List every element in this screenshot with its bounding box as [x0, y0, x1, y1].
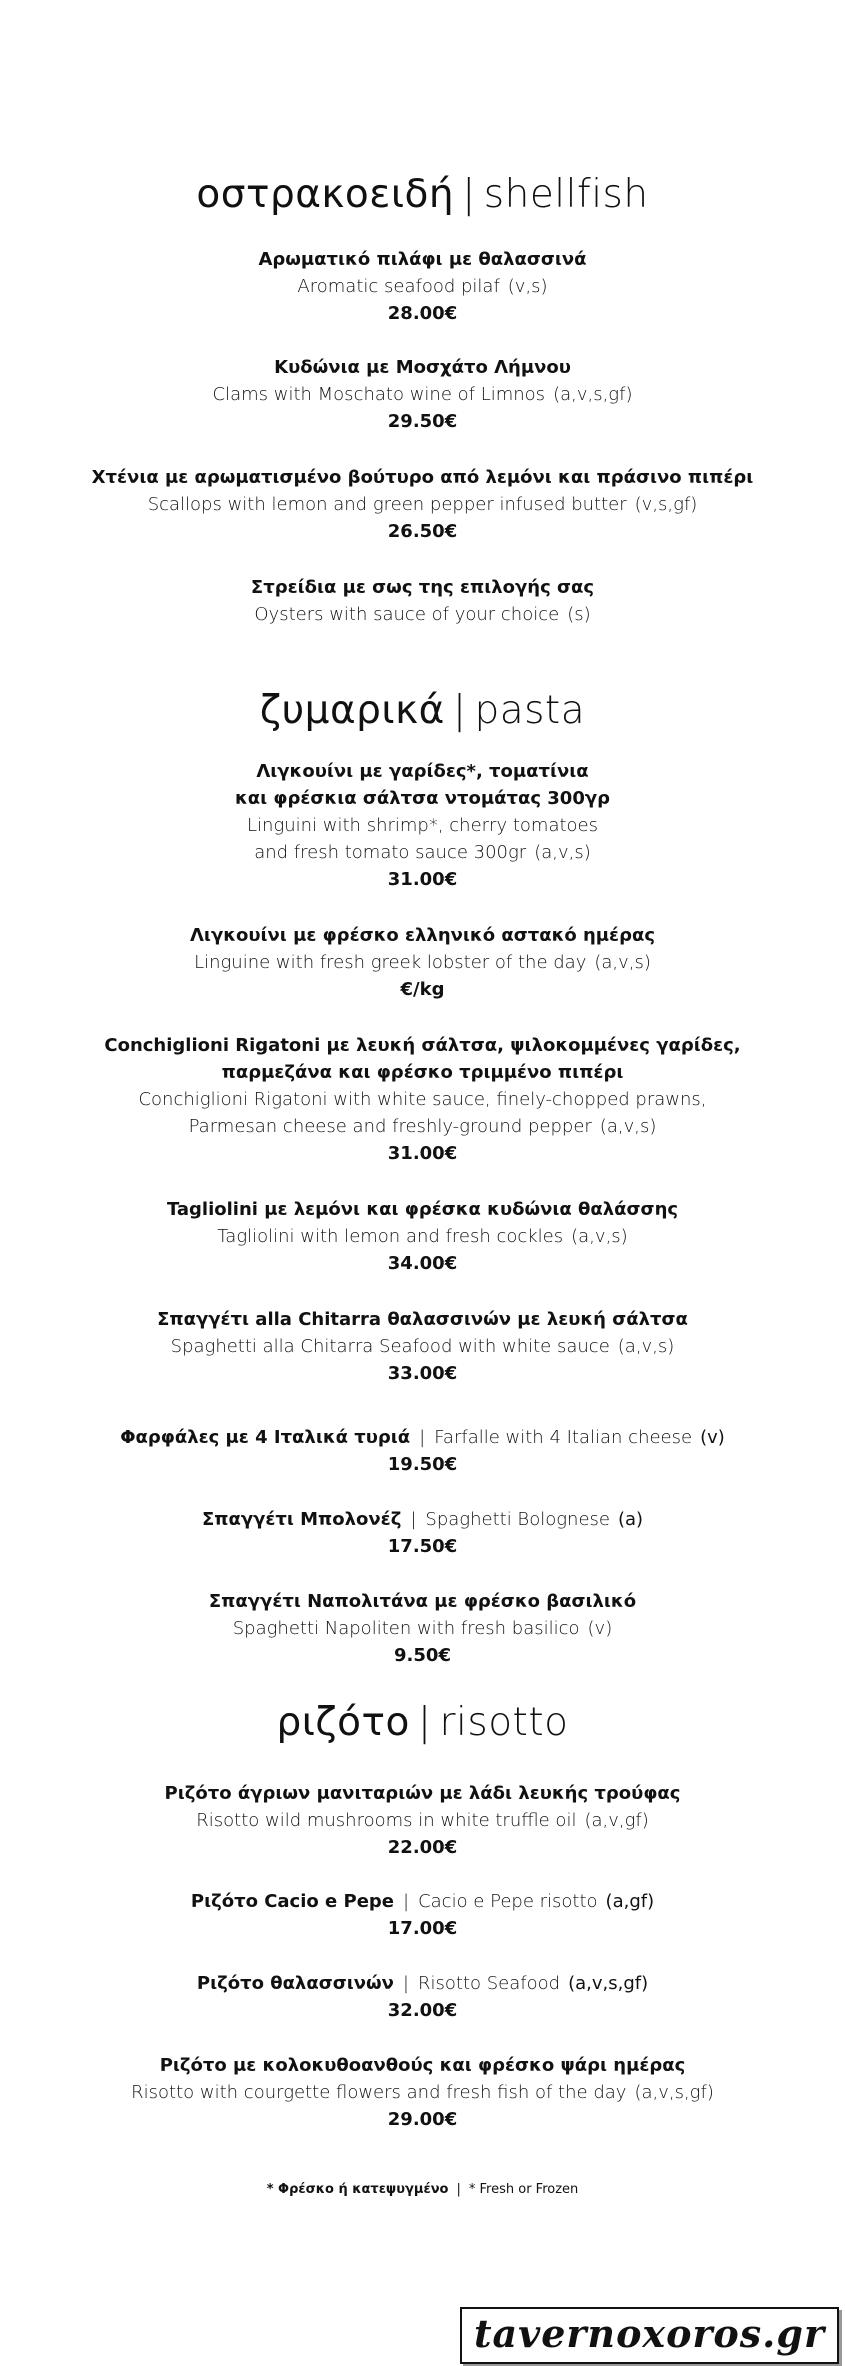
item-price: 29.50€ [387, 411, 458, 432]
item-name-greek: Χτένια με αρωματισμένο βούτυρο από λεμόνι και πράσινο πιπέρι [91, 467, 754, 488]
dietary-tags: (a,v,s) [571, 1226, 628, 1247]
item-name-english-text: Tagliolini with lemon and fresh cockles [217, 1226, 564, 1247]
item-name-greek: Αρωματικό πιλάφι με θαλασσινά [258, 249, 587, 270]
item-separator: | [402, 1973, 409, 1994]
dietary-tags: (a,v,s) [534, 842, 591, 863]
item-name-english [0, 1223, 845, 1250]
menu-item [0, 922, 845, 1003]
item-name-english-line-2 [0, 839, 845, 866]
item-name-english [0, 2079, 845, 2106]
item-name-english [0, 949, 845, 976]
item-name-line [0, 1970, 845, 1997]
item-name-english [0, 1807, 845, 1834]
item-name-english-text: Scallops with lemon and green pepper infused butter [147, 494, 627, 515]
menu-item [0, 1588, 845, 1669]
item-price: 22.00€ [387, 1837, 458, 1858]
item-price: 17.00€ [387, 1918, 458, 1939]
menu-item [0, 1888, 845, 1942]
item-price: 32.00€ [387, 2000, 458, 2021]
item-name-english [0, 273, 845, 300]
item-name-english: Farfalle with 4 Italian cheese [434, 1427, 693, 1448]
dietary-tags: (s) [567, 604, 591, 625]
section-title-greek: ριζότο [276, 1700, 410, 1745]
dietary-tags: (v) [587, 1618, 613, 1639]
item-name-greek-line-2: παρμεζάνα και φρέσκο τριμμένο πιπέρι [221, 1062, 624, 1083]
item-price: 26.50€ [387, 521, 458, 542]
section-title-separator: | [417, 1700, 432, 1745]
footnote-english: * Fresh or Frozen [468, 2182, 579, 2197]
menu-item [0, 1196, 845, 1277]
item-price: 28.00€ [387, 303, 458, 324]
section-title-separator: | [462, 172, 476, 217]
menu-item [0, 354, 845, 435]
item-name-line [0, 1888, 845, 1915]
dietary-tags: (a,v,s,gf) [568, 1973, 649, 1994]
item-name-english-text: and fresh tomato sauce 300gr [254, 842, 527, 863]
dietary-tags: (v,s,gf) [634, 494, 698, 515]
item-name-english-text: Spaghetti alla Chitarra Seafood with white sauce [170, 1336, 610, 1357]
item-price: 19.50€ [387, 1454, 458, 1475]
item-name-english-line-1: Conchiglioni Rigatoni with white sauce, finely-chopped prawns, [138, 1089, 707, 1110]
section-title-greek: ζυμαρικά [259, 688, 445, 733]
item-name-greek: Φαρφάλες με 4 Ιταλικά τυριά [120, 1427, 411, 1448]
menu-item [0, 1506, 845, 1560]
item-name-english [0, 381, 845, 408]
menu-item [0, 2052, 845, 2133]
item-name-english [0, 1615, 845, 1642]
item-name-english-text: Linguine with fresh greek lobster of the day [194, 952, 587, 973]
section-title-english: risotto [439, 1700, 569, 1745]
item-name-english [0, 1333, 845, 1360]
item-price: 33.00€ [387, 1363, 458, 1384]
item-name-english: Risotto Seafood [418, 1973, 561, 1994]
menu-item [0, 246, 845, 327]
item-name-greek: Κυδώνια με Μοσχάτο Λήμνου [274, 357, 571, 378]
item-price: €/kg [400, 979, 445, 1000]
item-name-greek: Ριζότο με κολοκυθοανθούς και φρέσκο ψάρι ημέρας [159, 2055, 686, 2076]
menu-item [0, 1970, 845, 2024]
section-title-risotto [0, 1700, 845, 1745]
item-name-english-text: Spaghetti Napoliten with fresh basilico [232, 1618, 580, 1639]
dietary-tags: (a,v,s) [617, 1336, 675, 1357]
section-title-shellfish [0, 172, 845, 217]
dietary-tags: (a,v,s) [594, 952, 651, 973]
dietary-tags: (v) [700, 1427, 725, 1448]
item-price: 9.50€ [394, 1645, 451, 1666]
section-title-pasta [0, 688, 845, 733]
item-price: 31.00€ [387, 869, 458, 890]
item-name-english: Spaghetti Bolognese [425, 1509, 610, 1530]
dietary-tags: (a) [617, 1509, 644, 1530]
item-name-english-text: Risotto wild mushrooms in white truffle oil [196, 1810, 577, 1831]
item-name-english: Cacio e Pepe risotto [418, 1891, 598, 1912]
item-separator: | [410, 1509, 417, 1530]
dietary-tags: (a,v,gf) [584, 1810, 649, 1831]
dietary-tags: (v,s) [507, 276, 548, 297]
item-name-english [0, 491, 845, 518]
section-title-greek: οστρακοειδή [196, 172, 455, 217]
item-name-greek-line-1: Λιγκουίνι με γαρίδες*, τοματίνια [256, 761, 589, 782]
item-name-greek: Tagliolini με λεμόνι και φρέσκα κυδώνια θαλάσσης [166, 1199, 679, 1220]
item-name-line [0, 1424, 845, 1451]
menu-item [0, 758, 845, 893]
menu-item [0, 1424, 845, 1478]
item-name-english-text: Parmesan cheese and freshly-ground pepper [188, 1116, 592, 1137]
item-name-english-text: Aromatic seafood pilaf [297, 276, 500, 297]
item-name-english-line-1: Linguini with shrimp*, cherry tomatoes [247, 815, 598, 836]
footnote-separator: | [456, 2182, 461, 2197]
item-name-english-text: Clams with Moschato wine of Limnos [212, 384, 546, 405]
dietary-tags: (a,gf) [605, 1891, 655, 1912]
dietary-tags: (a,v,s,gf) [634, 2082, 714, 2103]
dietary-tags: (a,v,s) [599, 1116, 657, 1137]
item-price: 29.00€ [387, 2109, 458, 2130]
menu-item [0, 1306, 845, 1387]
item-name-english [0, 601, 845, 628]
section-title-english: pasta [474, 688, 586, 733]
item-name-greek: Ριζότο άγριων μανιταριών με λάδι λευκής τρούφας [164, 1783, 681, 1804]
item-name-english-text: Oysters with sauce of your choice [254, 604, 560, 625]
item-name-greek: Λιγκουίνι με φρέσκο ελληνικό αστακό ημέρας [190, 925, 655, 946]
menu-item [0, 1032, 845, 1167]
section-title-english: shellfish [483, 172, 649, 217]
dietary-tags: (a,v,s,gf) [553, 384, 633, 405]
item-separator: | [419, 1427, 426, 1448]
item-name-english-text: Risotto with courgette flowers and fresh fish of the day [131, 2082, 627, 2103]
item-name-english-line-2 [0, 1113, 845, 1140]
item-name-greek: Στρείδια με σως της επιλογής σας [250, 577, 595, 598]
section-title-separator: | [452, 688, 467, 733]
item-name-greek: Σπαγγέτι Ναπολιτάνα με φρέσκο βασιλικό [208, 1591, 637, 1612]
watermark-logo: tavernoxoros.gr [460, 2307, 839, 2364]
item-price: 31.00€ [387, 1143, 458, 1164]
menu-item [0, 1780, 845, 1861]
item-name-greek: Σπαγγέτι alla Chitarra θαλασσινών με λευκή σάλτσα [157, 1309, 688, 1330]
item-name-greek: Ριζότο θαλασσινών [196, 1973, 394, 1994]
item-name-greek: Σπαγγέτι Μπολονέζ [201, 1509, 402, 1530]
item-name-line [0, 1506, 845, 1533]
item-price: 34.00€ [387, 1253, 458, 1274]
item-separator: | [403, 1891, 410, 1912]
menu-item [0, 464, 845, 545]
footnote-greek: * Φρέσκο ή κατεψυγμένο [266, 2182, 449, 2197]
item-price: 17.50€ [387, 1536, 458, 1557]
menu-item [0, 574, 845, 628]
item-name-greek-line-1: Conchiglioni Rigatoni με λευκή σάλτσα, ψιλοκομμένες γαρίδες, [104, 1035, 741, 1056]
footnote [0, 2182, 845, 2197]
item-name-greek: Ριζότο Cacio e Pepe [190, 1891, 394, 1912]
item-name-greek-line-2: και φρέσκια σάλτσα ντομάτας 300γρ [234, 788, 611, 809]
